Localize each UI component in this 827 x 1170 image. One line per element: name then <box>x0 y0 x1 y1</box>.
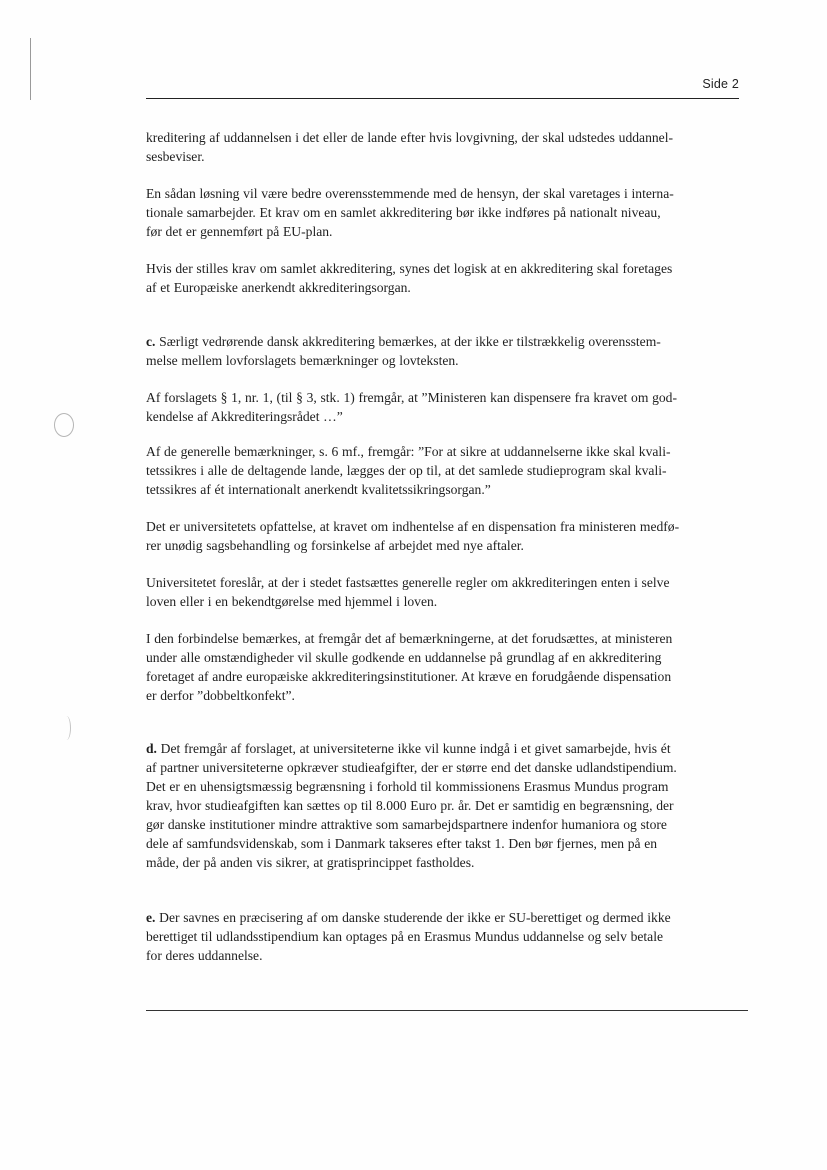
letter-body <box>146 123 744 965</box>
punch-hole-mark <box>54 413 74 437</box>
paragraph-general-remarks-quote: Af de generelle bemærkninger, s. 6 mf., fremgår: ”For at sikre at uddannelserne ikke skal kvali- tetssikres i alle de deltagende lande, lægges der op til, at det samlede studieprogram skal kvali- tetssikres af ét internationalt anerkendt kvalitetssikringsorgan.” <box>146 444 671 497</box>
page-number: Side 2 <box>702 77 739 91</box>
paragraph-university-proposal: Universitetet foreslår, at der i stedet fastsættes generelle regler om akkrediteringen enten i selve loven eller i en bekendtgørelse med hjemmel i loven. <box>146 575 670 609</box>
binder-edge-line <box>30 38 31 100</box>
punch-hole-shadow <box>62 716 71 740</box>
section-label-d: d. <box>146 741 157 756</box>
paragraph-double-confection: I den forbindelse bemærkes, at fremgår det af bemærkningerne, at det forudsættes, at ministeren under alle omstændigheder vil skulle godkende en uddannelse på grundlag af en akkreditering foretaget af andre europæiske akkrediteringsinstitutioner. At kræve en forudgående dispensation er derfor ”dobbeltkonfekt”. <box>146 631 673 703</box>
section-c-intro: c. Særligt vedrørende dansk akkreditering bemærkes, at der ikke er tilstrækkelig overensstem- melse mellem lovforslagets bemærkninger og lovteksten. <box>146 334 661 368</box>
paragraph-university-opinion: Det er universitetets opfattelse, at kravet om indhentelse af en dispensation fra ministeren medfø- rer unødig sagsbehandling og forsinkelse af arbejdet med nye aftaler. <box>146 519 680 553</box>
section-label-e: e. <box>146 910 156 925</box>
section-d-tuition-fees: d. Det fremgår af forslaget, at universiteterne ikke vil kunne indgå i et givet samarbejde, hvis ét af partner universiteterne opkræver studieafgifter, der er større end det danske udlandstipendium. Det er en uhensigtsmæssig begrænsning i forhold til kommissionens Erasmus Mundus program krav, hvor studieafgiften kan sættes op til 8.000 Euro pr. år. Det er samtidig en begrænsning, der gør danske institutioner mindre attraktive som samarbejdspartnere indenfor humaniora og store dele af samfundsvidenskab, som i Danmark takseres efter takst 1. Den bør fjernes, men på en måde, der på anden vis sikrer, at gratisprincippet fastholdes. <box>146 741 677 870</box>
page-header <box>146 76 739 99</box>
paragraph-european-body: Hvis der stilles krav om samlet akkreditering, synes det logisk at en akkreditering skal foretages af et Europæiske anerkendt akkrediteringsorgan. <box>146 261 673 295</box>
paragraph-bill-section-quote: Af forslagets § 1, nr. 1, (til § 3, stk. 1) fremgår, at ”Ministeren kan dispensere fra kravet om god- kendelse af Akkrediteringsrådet …” <box>146 390 678 424</box>
section-e-su-eligibility: e. Der savnes en præcisering af om danske studerende der ikke er SU-berettiget og dermed ikke berettiget til udlandsstipendium kan optages på en Erasmus Mundus uddannelse og selv betale for deres uddannelse. <box>146 910 671 963</box>
section-label-c: c. <box>146 334 156 349</box>
footer-divider <box>146 1010 748 1011</box>
paragraph-international-cooperation: En sådan løsning vil være bedre overensstemmende med de hensyn, der skal varetages i interna- tionale samarbejder. Et krav om en samlet akkreditering bør ikke indføres på nationalt niveau, før det er gennemført på EU-plan. <box>146 186 674 239</box>
paragraph-accreditation-country: kreditering af uddannelsen i det eller de lande efter hvis lovgivning, der skal udstedes uddannel- sesbeviser. <box>146 130 674 164</box>
